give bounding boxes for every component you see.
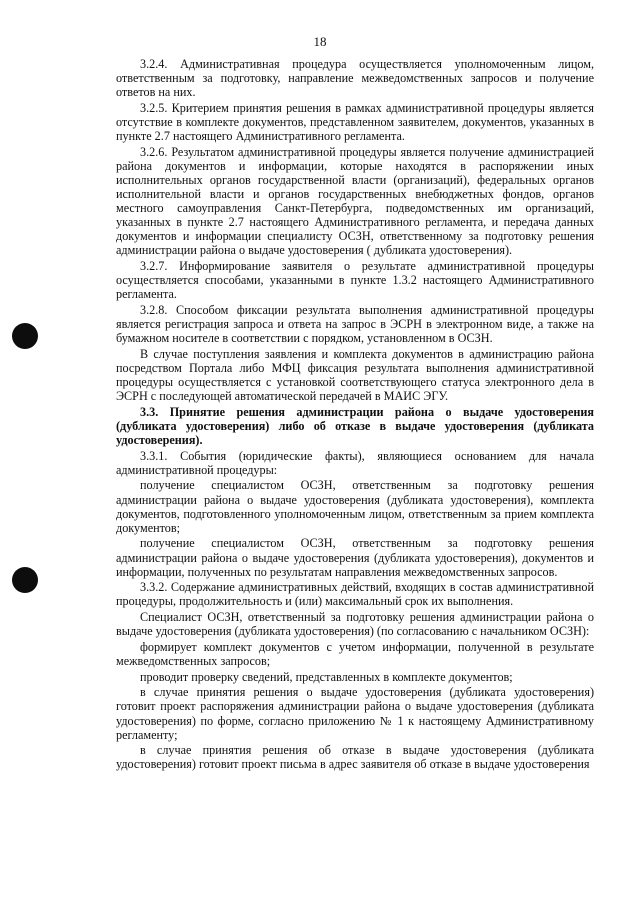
paragraph-3-2-8: 3.2.8. Способом фиксации результата выполнения административной процедуры является регистрация запроса и ответа на запрос в ЭСРН в электронном виде, а также на бумажном носителе в соответствии с порядком, установленном в ОСЗН. — [116, 302, 594, 346]
paragraph-3-3-1: 3.3.1. События (юридические факты), являющиеся основанием для начала административной процедуры: — [116, 448, 594, 477]
paragraph-portal-mfc: В случае поступления заявления и комплекта документов в администрацию района посредством Портала либо МФЦ фиксация результата выполнения административной процедуры осуществляется с установкой соответствующего статуса электронного дела в ЭСРН с последующей автоматической передачей в МАИС ЭГУ. — [116, 346, 594, 404]
paragraph-3-2-4: 3.2.4. Административная процедура осуществляется уполномоченным лицом, ответственным за подготовку, направление межведомственных запросов и получение ответов на них. — [116, 57, 594, 100]
section-heading-3-3: 3.3. Принятие решения администрации района о выдаче удостоверения (дубликата удостоверения) либо об отказе в выдаче удостоверения (дубликата удостоверения). — [116, 404, 594, 447]
list-item-forms-set: формирует комплект документов с учетом информации, полученной в результате межведомственных запросов; — [116, 639, 594, 668]
list-item-checks-info: проводит проверку сведений, представленных в комплекте документов; — [140, 669, 513, 684]
paragraph-specialist: Специалист ОСЗН, ответственный за подготовку решения администрации района о выдаче удостоверения (дубликата удостоверения) (по согласованию с начальником ОСЗН): — [116, 610, 594, 639]
page-number: 18 — [313, 34, 327, 49]
punch-hole-bottom — [12, 567, 38, 593]
paragraph-3-2-5: 3.2.5. Критерием принятия решения в рамках административной процедуры является отсутствие в комплекте документов, представленном заявителем, документов, указанных в пункте 2.7 настоящего Административного регламента. — [116, 100, 594, 144]
list-item-receipt-information: получение специалистом ОСЗН, ответственным за подготовку решения администрации района о выдаче удостоверения (дубликата удостоверения), документов и информации, полученных по результатам направления межведомственных запросов. — [116, 536, 594, 579]
paragraph-3-2-6: 3.2.6. Результатом административной процедуры является получение администрацией района документов и информации, которые находятся в распоряжении иных исполнительных органов государственной власти (организаций), федеральных органов исполнительной власти и органов государственных внебюджетных фондов, органов местного самоуправления Санкт-Петербурга, подведомственных им организаций, указанных в пункте 2.7 настоящего Административного регламента, и передача данных документов и информации специалисту ОСЗН, ответственному за подготовку решения администрации района о выдаче удостоверения ( дубликата удостоверения). — [116, 144, 594, 258]
list-item-issue-decision: в случае принятия решения о выдаче удостоверения (дубликата удостоверения) готовит проект распоряжения администрации района о выдаче удостоверения (дубликата удостоверения) по форме, согласно приложению № 1 к настоящему Административному регламенту; — [116, 685, 594, 742]
punch-hole-top — [12, 323, 38, 349]
list-item-receipt-documents: получение специалистом ОСЗН, ответственным за подготовку решения администрации района о выдаче удостоверения (дубликата удостоверения), комплекта документов, подготовленного уполномоченным лицом, ответственным за прием комплекта документов; — [116, 478, 594, 535]
paragraph-3-2-7: 3.2.7. Информирование заявителя о результате административной процедуры осуществляется способами, указанными в пункте 1.3.2 настоящего Административного регламента. — [116, 259, 594, 302]
list-item-refusal-decision: в случае принятия решения об отказе в выдаче удостоверения (дубликата удостоверения) готовит проект письма в адрес заявителя об отказе в выдаче удостоверения — [116, 743, 594, 772]
paragraph-3-3-2: 3.3.2. Содержание административных действий, входящих в состав административной процедуры, продолжительность и (или) максимальный срок их выполнения. — [116, 580, 594, 609]
document-body — [116, 57, 594, 773]
